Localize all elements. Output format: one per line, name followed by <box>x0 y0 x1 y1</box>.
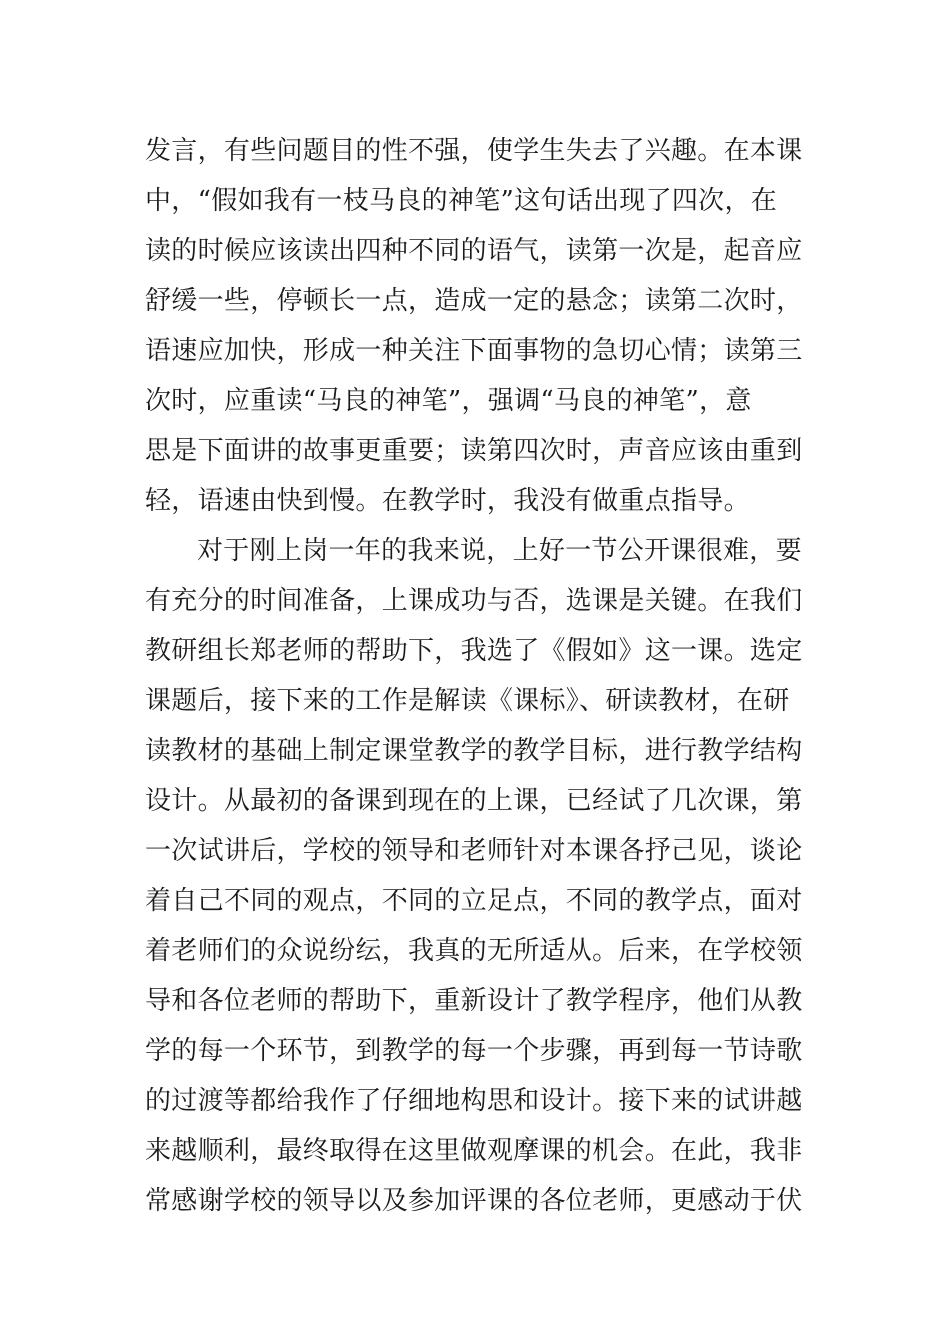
text-line: 的过渡等都给我作了仔细地构思和设计。接下来的试讲越 <box>145 1086 803 1116</box>
text-line: 有充分的时间准备，上课成功与否，选课是关键。在我们 <box>145 586 803 616</box>
text-line: 读的时候应该读出四种不同的语气，读第一次是，起音应 <box>145 236 803 266</box>
text-line: 着自己不同的观点，不同的立足点，不同的教学点，面对 <box>145 886 803 916</box>
text-line: 着老师们的众说纷纭，我真的无所适从。后来，在学校领 <box>145 936 803 966</box>
text-line: 导和各位老师的帮助下，重新设计了教学程序，他们从教 <box>145 986 803 1016</box>
text-line: 次时，应重读“马良的神笔”，强调“马良的神笔”，意 <box>145 386 752 416</box>
text-line: 常感谢学校的领导以及参加评课的各位老师，更感动于伏 <box>145 1186 803 1216</box>
text-line: 发言，有些问题目的性不强，使学生失去了兴趣。在本课 <box>145 136 803 166</box>
text-line: 思是下面讲的故事更重要；读第四次时，声音应该由重到 <box>145 436 803 466</box>
text-line: 课题后，接下来的工作是解读《课标》、研读教材，在研 <box>145 686 790 716</box>
text-line: 教研组长郑老师的帮助下，我选了《假如》这一课。选定 <box>145 636 803 666</box>
text-line: 来越顺利，最终取得在这里做观摩课的机会。在此，我非 <box>145 1136 803 1166</box>
text-line: 舒缓一些，停顿长一点，造成一定的悬念；读第二次时， <box>145 286 803 316</box>
document-body <box>145 126 810 1226</box>
text-line: 读教材的基础上制定课堂教学的教学目标，进行教学结构 <box>145 736 803 766</box>
text-line: 轻，语速由快到慢。在教学时，我没有做重点指导。 <box>145 486 750 516</box>
text-line: 一次试讲后，学校的领导和老师针对本课各抒己见，谈论 <box>145 836 803 866</box>
text-line: 中，“假如我有一枝马良的神笔”这句话出现了四次，在 <box>145 186 778 216</box>
text-line: 设计。从最初的备课到现在的上课，已经试了几次课，第 <box>145 786 803 816</box>
text-line: 语速应加快，形成一种关注下面事物的急切心情；读第三 <box>145 336 803 366</box>
paragraph-first-line: 对于刚上岗一年的我来说，上好一节公开课很难，要 <box>197 536 802 566</box>
text-line: 学的每一个环节，到教学的每一个步骤，再到每一节诗歌 <box>145 1036 803 1066</box>
